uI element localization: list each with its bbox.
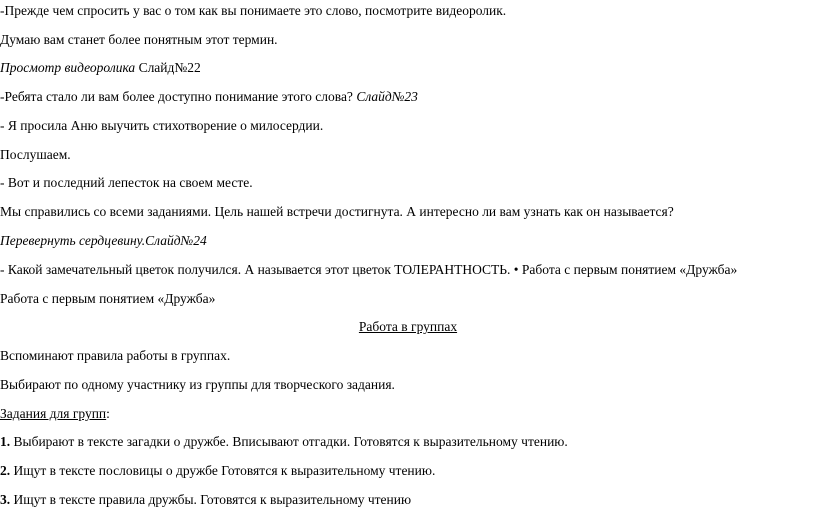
tasks-heading (0, 406, 110, 422)
paragraph-term (0, 32, 278, 48)
question-text: -Ребята стало ли вам более доступно понимание этого слова? (0, 89, 357, 104)
tasks-heading-text: Задания для групп (0, 406, 107, 421)
task-1-text: Выбирают в тексте загадки о дружбе. Вписывают отгадки. Готовятся к выразительному чтению. (10, 434, 568, 449)
paragraph-listen (0, 147, 71, 163)
poem-text: - Я просила Аню выучить стихотворение о милосердии. (0, 118, 324, 133)
goal-text: Мы справились со всеми заданиями. Цель нашей встречи достигнута. А интересно ли вам узнать как он называется? (0, 204, 674, 219)
friendship-inline-text: Работа с первым понятием «Дружба» (518, 262, 738, 277)
listen-text: Послушаем. (0, 147, 71, 162)
paragraph-question (0, 89, 418, 105)
section-heading (0, 319, 816, 335)
task-1-number: 1. (0, 434, 11, 449)
task-2-text: Ищут в тексте пословицы о дружбе Готовятся к выразительному чтению. (10, 463, 436, 478)
paragraph-rules (0, 348, 230, 364)
tolerance-text: - Какой замечательный цветок получился. А называется этот цветок ТОЛЕРАНТНОСТЬ. (0, 262, 514, 277)
section-heading-text: Работа в группах (358, 319, 458, 334)
rules-text: Вспоминают правила работы в группах. (0, 348, 231, 363)
paragraph-participant (0, 377, 395, 393)
paragraph-poem (0, 118, 323, 134)
bullet-icon: • (513, 262, 519, 277)
paragraph-intro (0, 3, 506, 19)
task-2-number: 2. (0, 463, 11, 478)
friendship-text: Работа с первым понятием «Дружба» (0, 291, 216, 306)
paragraph-flip (0, 233, 207, 249)
slide-24-label: .Слайд№24 (141, 233, 207, 248)
task-item-1 (0, 434, 568, 450)
task-item-2 (0, 463, 435, 479)
paragraph-term-text: Думаю вам станет более понятным этот термин. (0, 32, 278, 47)
task-3-number: 3. (0, 492, 11, 507)
task-item-3 (0, 492, 411, 508)
paragraph-video (0, 60, 201, 76)
video-instruction: Просмотр видеоролика (0, 60, 139, 75)
paragraph-intro-text: -Прежде чем спросить у вас о том как вы понимаете это слово, посмотрите видеоролик. (0, 3, 507, 18)
paragraph-petal (0, 175, 253, 191)
paragraph-tolerance (0, 262, 737, 278)
paragraph-friendship (0, 291, 215, 307)
flip-instruction: Перевернуть сердцевину (0, 233, 142, 248)
paragraph-goal (0, 204, 674, 220)
task-3-text: Ищут в тексте правила дружбы. Готовятся к выразительному чтению (10, 492, 412, 507)
slide-22-label: Слайд№22 (138, 60, 201, 75)
participant-text: Выбирают по одному участнику из группы для творческого задания. (0, 377, 395, 392)
petal-text: - Вот и последний лепесток на своем месте. (0, 175, 253, 190)
slide-23-label: Слайд№23 (356, 89, 418, 104)
tasks-heading-colon: : (106, 406, 110, 421)
